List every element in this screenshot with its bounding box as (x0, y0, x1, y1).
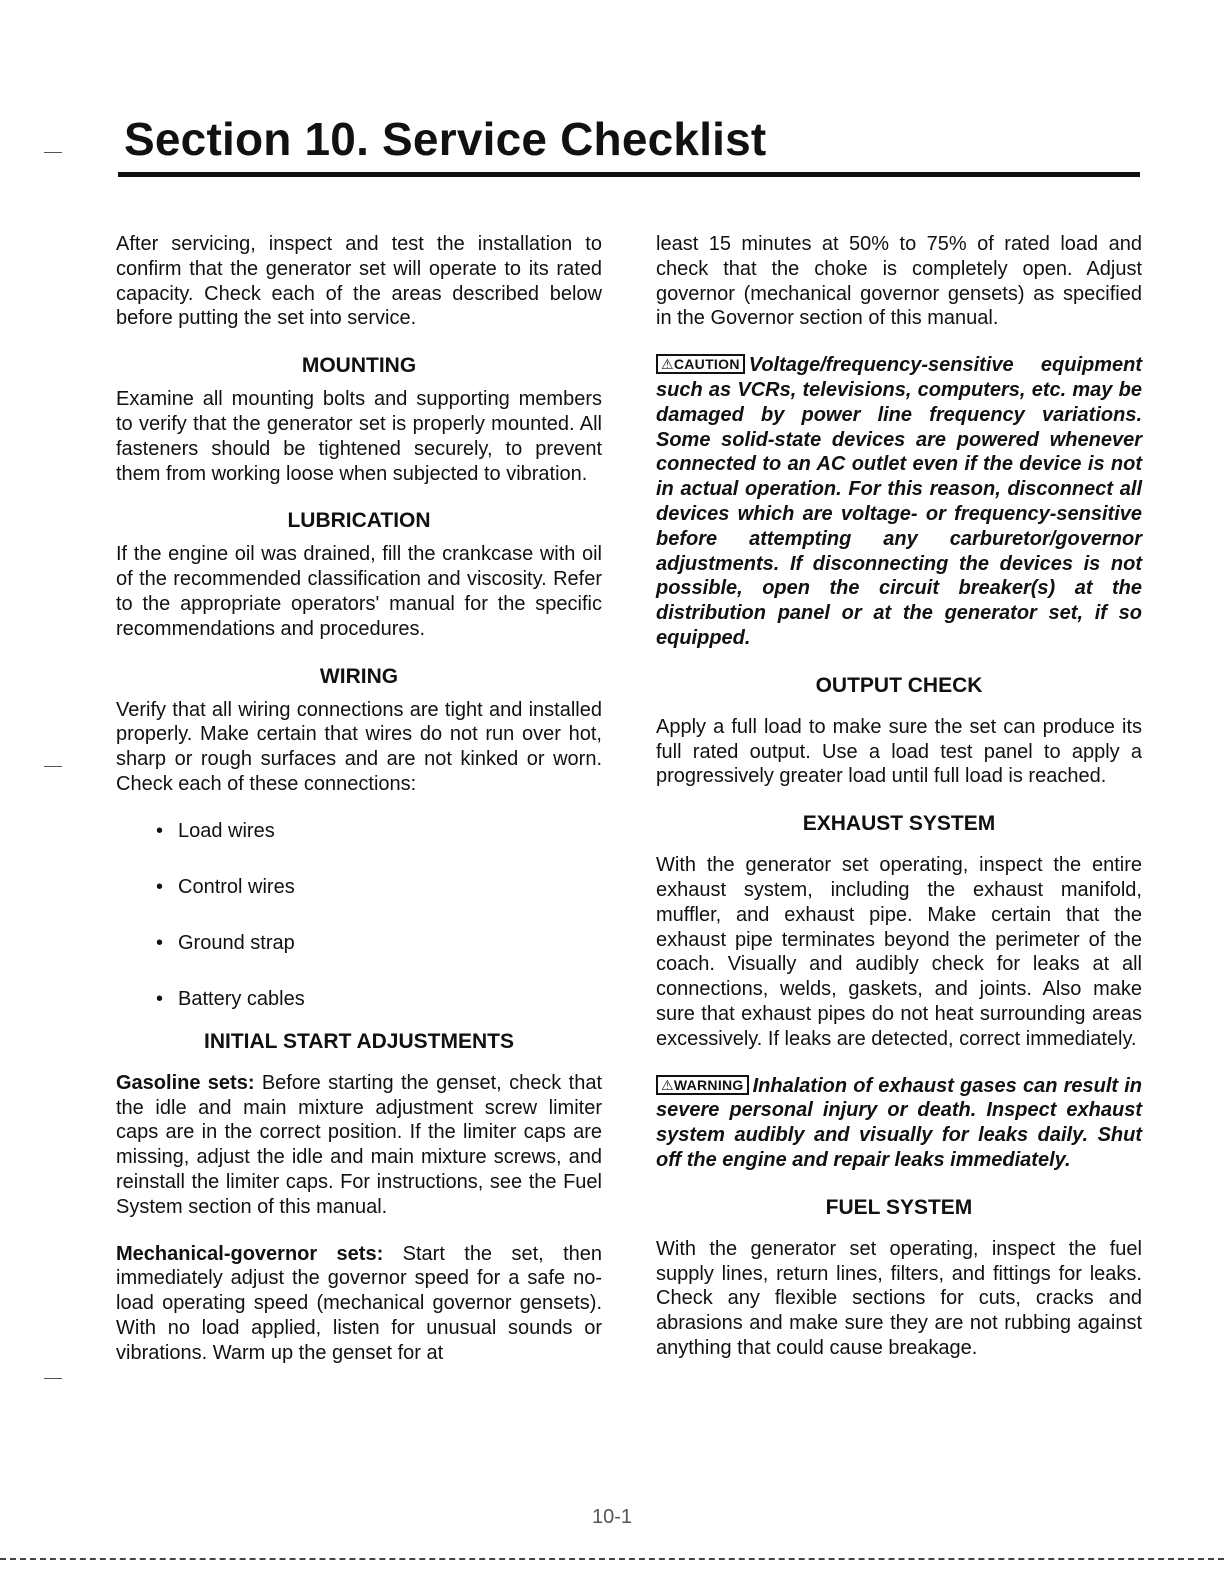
wiring-paragraph: Verify that all wiring connections are tight and installed properly. Make certain that wires do not run over hot, sharp or rough surfaces and are not kinked or worn. Check each of these connections: (116, 698, 602, 795)
continued-paragraph: least 15 minutes at 50% to 75% of rated load and check that the choke is completely open. Adjust governor (mechanical governor gensets) as specified in the Governor section of this manual. (656, 233, 1142, 330)
lubrication-heading: LUBRICATION (287, 509, 431, 533)
output-check-paragraph: Apply a full load to make sure the set can produce its full rated output. Use a load test panel to apply a progressively greater load until full load is reached. (656, 715, 1142, 788)
warning-notice: ⚠WARNING Inhalation of exhaust gases can result in severe personal injury or death. Inspect exhaust system audibly and visually for leaks daily. Shut off the engine and repair leaks immediately. (656, 1074, 1142, 1171)
left-column (116, 232, 602, 1366)
warning-badge: ⚠WARNING (656, 1075, 749, 1095)
output-check-heading: OUTPUT CHECK (815, 673, 983, 697)
caution-notice: ⚠CAUTION Voltage/frequency-sensitive equipment such as VCRs, televisions, computers, etc. may be damaged by power line frequency variations. Some solid-state devices are powered whenever connected to an AC outlet even if the device is not in actual operation. For this reason, disconnect all devices which are voltage- or frequency-sensitive before attempting any carburetor/governor adjustments. If disconnecting the devices is not possible, open the circuit breaker(s) at the distribution panel or at the generator set, if so equipped. (656, 354, 1142, 649)
exhaust-system-heading: EXHAUST SYSTEM (802, 812, 996, 836)
margin-mark (44, 152, 62, 153)
gasoline-sets-paragraph: Gasoline sets: Before starting the genset, check that the idle and main mixture adjustment screw limiter caps are in the correct position. If the limiter caps are missing, adjust the idle and main mixture screws, and reinstall the limiter caps. For instructions, see the Fuel System section of this manual. (116, 1071, 602, 1218)
mounting-paragraph: Examine all mounting bolts and supporting members to verify that the generator set is properly mounted. All fasteners should be tightened securely, to prevent them from working loose when subjected to vibration. (116, 388, 602, 485)
title-rule (118, 172, 1140, 177)
bullet-icon: • (156, 819, 164, 842)
margin-mark (44, 766, 62, 767)
margin-mark (44, 1378, 62, 1379)
list-item: • Control wires (156, 875, 295, 898)
caution-badge: ⚠CAUTION (656, 354, 745, 374)
list-item: • Load wires (156, 819, 275, 842)
page-title: Section 10. Service Checklist (124, 113, 767, 165)
page-number: 10-1 (591, 1506, 633, 1528)
intro-paragraph: After servicing, inspect and test the installation to confirm that the generator set will operate to its rated capacity. Check each of the areas described below before putting the set into service. (116, 233, 602, 330)
exhaust-system-paragraph: With the generator set operating, inspect the entire exhaust system, including the exhaust manifold, muffler, and exhaust pipe. Make certain that the exhaust pipe terminates beyond the perimeter of the coach. Visually and audibly check for leaks at all connections, welds, gaskets, and joints. Also make sure that exhaust pipes do not heat surrounding areas excessively. If leaks are detected, correct immediately. (656, 854, 1142, 1050)
mechanical-governor-label: Mechanical-governor sets: (116, 1242, 384, 1265)
lubrication-paragraph: If the engine oil was drained, fill the crankcase with oil of the recommended classification and viscosity. Refer to the appropriate operators' manual for the specific recommendations and procedures. (116, 543, 602, 640)
right-column (656, 232, 1142, 1361)
footer-rule (0, 1558, 1224, 1560)
gasoline-sets-label: Gasoline sets: (116, 1071, 255, 1094)
initial-start-heading: INITIAL START ADJUSTMENTS (204, 1029, 514, 1053)
bullet-icon: • (156, 987, 164, 1010)
wiring-connection-list (116, 819, 602, 1011)
list-item: • Battery cables (156, 987, 305, 1010)
mounting-heading: MOUNTING (301, 354, 417, 378)
bullet-icon: • (156, 931, 164, 954)
mechanical-governor-paragraph: Mechanical-governor sets: Start the set, then immediately adjust the governor speed for a safe no-load operating speed (mechanical governor gensets). With no load applied, listen for unusual sounds or vibrations. Warm up the genset for at (116, 1242, 602, 1364)
list-item: • Ground strap (156, 931, 295, 954)
bullet-icon: • (156, 875, 164, 898)
fuel-system-paragraph: With the generator set operating, inspect the fuel supply lines, return lines, filters, and fittings for leaks. Check any flexible sections for cuts, cracks and abrasions and make sure they are not rubbing against anything that could cause breakage. (656, 1237, 1142, 1359)
wiring-heading: WIRING (319, 664, 399, 688)
fuel-system-heading: FUEL SYSTEM (825, 1195, 973, 1219)
